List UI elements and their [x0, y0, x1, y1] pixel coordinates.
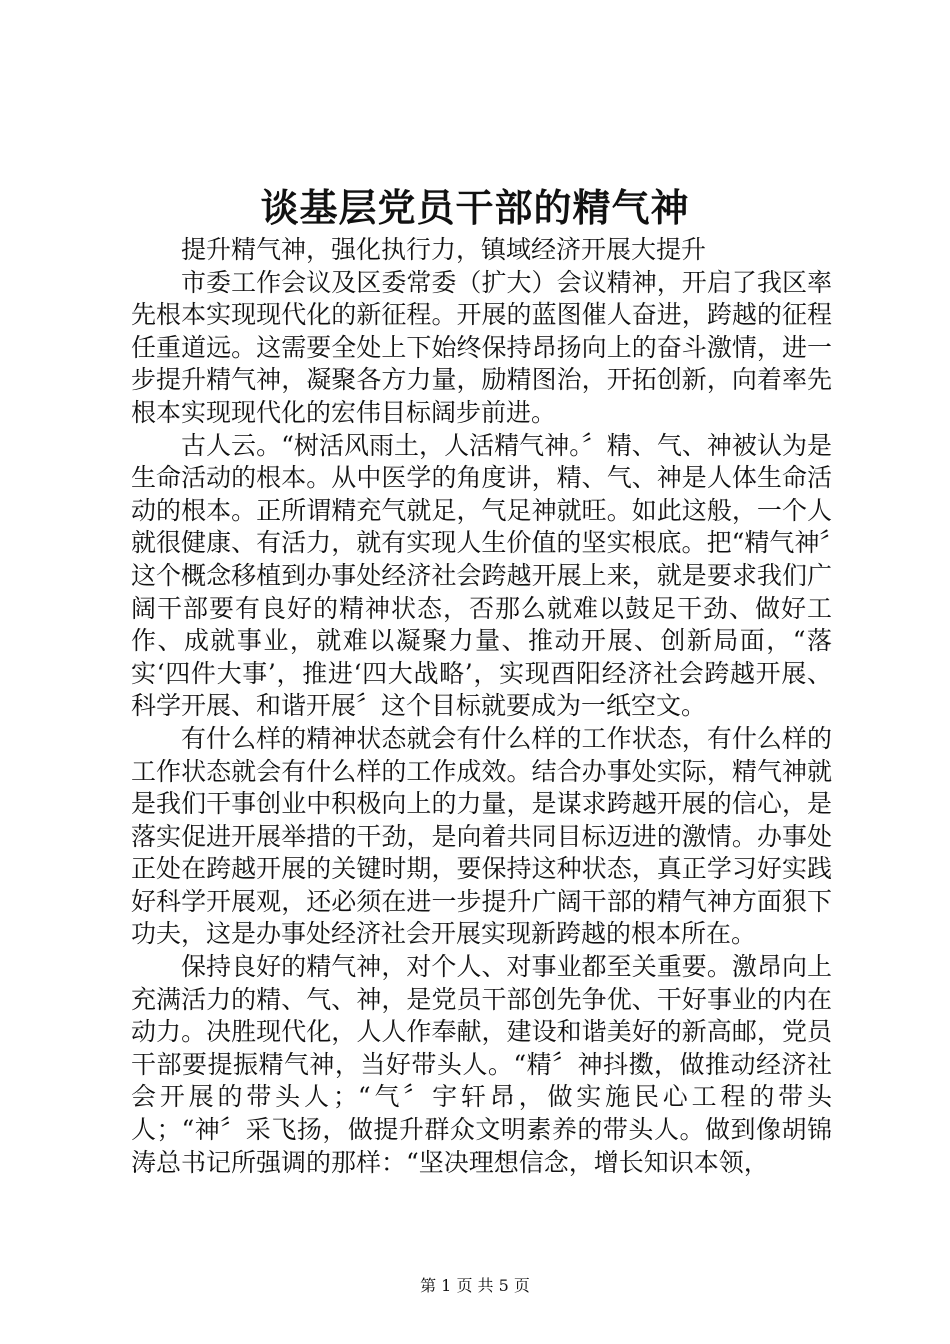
document-body	[131, 234, 832, 1179]
body-paragraph: 市委工作会议及区委常委（扩大）会议精神，开启了我区率先根本实现现代化的新征程。开展的蓝图催人奋进，跨越的征程任重道远。这需要全处上下始终保持昂扬向上的奋斗激情，进一步提升精气神，凝聚各方力量，励精图治，开拓创新，向着率先根本实现现代化的宏伟目标阔步前进。	[131, 267, 832, 427]
body-paragraph: 古人云。“树活风雨土，人活精气神。〞精、气、神被认为是生命活动的根本。从中医学的角度讲，精、气、神是人体生命活动的根本。正所谓精充气就足，气足神就旺。如此这般，一个人就很健康、有活力，就有实现人生价值的坚实根底。把“精气神〞这个概念移植到办事处经济社会跨越开展上来，就是要求我们广阔干部要有良好的精神状态，否那么就难以鼓足干劲、做好工作、成就事业，就难以凝聚力量、推动开展、创新局面，“落实‘四件大事’，推进‘四大战略’，实现酉阳经济社会跨越开展、科学开展、和谐开展〞这个目标就要成为一纸空文。	[131, 430, 832, 721]
body-paragraph: 有什么样的精神状态就会有什么样的工作状态，有什么样的工作状态就会有什么样的工作成效。结合办事处实际，精气神就是我们干事创业中积极向上的力量，是谋求跨越开展的信心，是落实促进开展举措的干劲，是向着共同目标迈进的激情。办事处正处在跨越开展的关键时期，要保持这种状态，真正学习好实践好科学开展观，还必须在进一步提升广阔干部的精气神方面狠下功夫，这是办事处经济社会开展实现新跨越的根本所在。	[131, 723, 832, 949]
body-paragraph: 保持良好的精气神，对个人、对事业都至关重要。激昂向上充满活力的精、气、神，是党员干部创先争优、干好事业的内在动力。决胜现代化，人人作奉献，建设和谐美好的新高邮，党员干部要提振精气神，当好带头人。“精〞神抖擞，做推动经济社会开展的带头人；“气〞宇轩昂，做实施民心工程的带头人；“神〞采飞扬，做提升群众文明素养的带头人。做到像胡锦涛总书记所强调的那样：“坚决理想信念，增长知识本领，	[131, 952, 832, 1177]
subtitle-paragraph: 提升精气神，强化执行力，镇域经济开展大提升	[181, 235, 707, 264]
document-title: 谈基层党员干部的精气神	[260, 185, 690, 230]
page-number-footer: 第 1 页 共 5 页	[420, 1276, 530, 1295]
